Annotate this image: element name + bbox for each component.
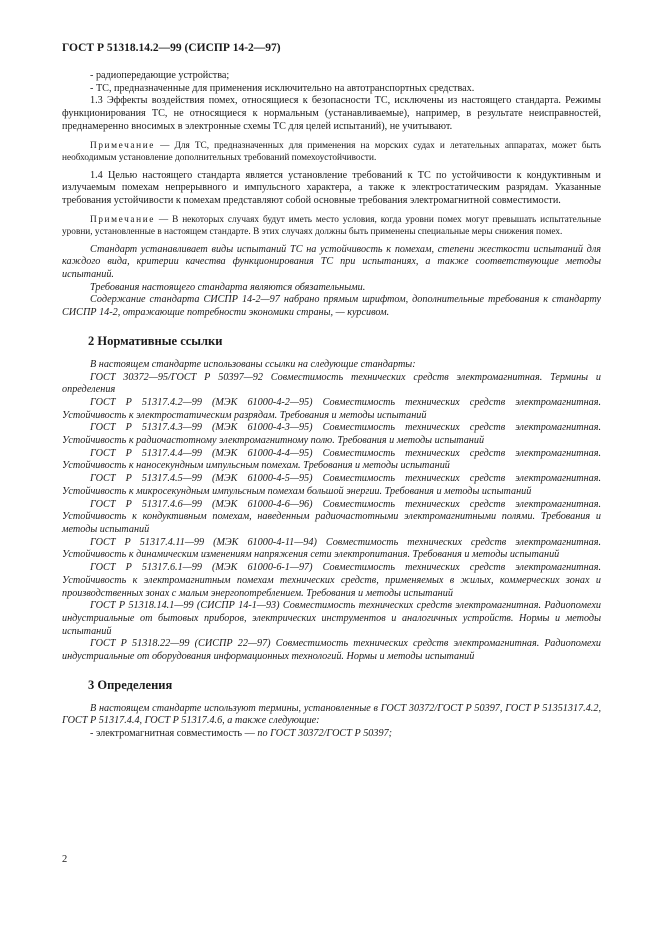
note-2-label: Примечание <box>90 214 155 225</box>
note-1-label: Примечание <box>90 140 155 151</box>
reference-item: ГОСТ 30372—95/ГОСТ Р 50397—92 Совместимость технических средств электромагнитная. Термины и определения <box>62 371 601 396</box>
reference-item: ГОСТ Р 51317.4.11—99 (МЭК 61000-4-11—94) Совместимость технических средств электромагнитная. Устойчивость к динамическим изменениям напряжения сети электропитания. Требования и методы испытаний <box>62 536 601 561</box>
reference-item: ГОСТ Р 51317.4.5—99 (МЭК 61000-4-5—95) Совместимость технических средств электромагнитная. Устойчивость к микросекундным импульсным помехам большой энергии. Требования и методы испытаний <box>62 473 601 497</box>
section-3-title: 3 Определения <box>88 677 173 692</box>
clause-1-4: 1.4 Целью настоящего стандарта является установление требований к ТС по устойчивости к кондуктивным и излучаемым помехам непрерывного и импульсного характера, а также к электростатическим разрядам. Указанные требования устойчивости к помехам представляют собой основные требования электромагнитной совместимости. <box>62 169 601 206</box>
reference-item: В настоящем стандарте использованы ссылки на следующие стандарты: <box>90 358 416 370</box>
scope-italic-3: Содержание стандарта СИСПР 14-2—97 набрано прямым шрифтом, дополнительные требования к стандарту СИСПР 14-2, отражающие потребности экономики страны, — курсивом. <box>62 294 601 319</box>
reference-item: ГОСТ Р 51317.6.1—99 (МЭК 61000-6-1—97) Совместимость технических средств электромагнитная. Устойчивость к электромагнитным помехам технических средств, применяемых в жилых, коммерческих зонах и производственных зонах с малым энергопотреблением. Требования и методы испытаний <box>62 562 601 599</box>
clause-1-3: 1.3 Эффекты воздействия помех, относящиеся к безопасности ТС, исключены из настоящего стандарта. Режимы функционирования ТС, не относящиеся к нормальным (устанавливаемые), например, в результате неисправностей, преднамеренно вносимых в электронные схемы ТС для целей испытаний), не учитывают. <box>62 95 601 132</box>
definition-term-name: - электромагнитная совместимость — <box>90 728 258 740</box>
note-2 <box>62 214 601 238</box>
definition-term <box>62 728 601 741</box>
note-1 <box>62 140 601 164</box>
reference-item: ГОСТ Р 51317.4.4—99 (МЭК 61000-4-4—95) Совместимость технических средств электромагнитная. Устойчивость к наносекундным импульсным помехам. Требования и методы испытаний <box>62 447 601 472</box>
intro-item-2: - ТС, предназначенные для применения исключительно на автотранспортных средствах. <box>90 82 475 94</box>
reference-item: ГОСТ Р 51317.4.3—99 (МЭК 61000-4-3—95) Совместимость технических средств электромагнитная. Устойчивость к радиочастотному электромагнитному полю. Требования и методы испытаний <box>62 422 601 447</box>
document-header: ГОСТ Р 51318.14.2—99 (СИСПР 14-2—97) <box>62 42 281 54</box>
page-number: 2 <box>62 854 68 865</box>
definition-term-ref: по ГОСТ 30372/ГОСТ Р 50397; <box>257 728 393 740</box>
intro-item-1: - радиопередающие устройства; <box>90 70 230 81</box>
note-2-text: — В некоторых случаях будут иметь место условия, когда уровни помех могут превышать испытательные уровни, установленные в настоящем стандарте. В этих случаях должны быть применены специальные меры снижения помех. <box>62 214 601 237</box>
note-1-text: — Для ТС, предназначенных для применения на морских судах и летательных аппаратах, может быть необходимым установление дополнительных требований помехоустойчивости. <box>62 140 601 163</box>
reference-item: ГОСТ Р 51317.4.6—99 (МЭК 61000-4-6—96) Совместимость технических средств электромагнитная. Устойчивость к кондуктивным помехам, наведенным радиочастотными электромагнитными полями. Требования и методы испытаний <box>62 498 601 535</box>
reference-item: ГОСТ Р 51317.4.2—99 (МЭК 61000-4-2—95) Совместимость технических средств электромагнитная. Устойчивость к электростатическим разрядам. Требования и методы испытаний <box>62 396 601 421</box>
definitions-intro: В настоящем стандарте используют термины, установленные в ГОСТ 30372/ГОСТ Р 50397, ГОСТ Р 51351317.4.2, ГОСТ Р 51317.4.4, ГОСТ Р 51317.4.6, а также следующие: <box>62 702 601 727</box>
scope-italic-1: Стандарт устанавливает виды испытаний ТС на устойчивость к помехам, степени жесткости испытаний для каждого вида, критерии качества функционирования ТС при испытаниях, а также соответствующие методы испытаний. <box>62 243 601 281</box>
reference-item: ГОСТ Р 51318.14.1—99 (СИСПР 14-1—93) Совместимость технических средств электромагнитная. Радиопомехи индустриальные от бытовых приборов, электрических инструментов и аналогичных устройств. Нормы и методы испытаний <box>62 600 601 637</box>
scope-italic-2: Требования настоящего стандарта являются обязательными. <box>90 281 366 293</box>
section-2-title: 2 Нормативные ссылки <box>88 333 223 348</box>
reference-item: ГОСТ Р 51318.22—99 (СИСПР 22—97) Совместимость технических средств электромагнитная. Радиопомехи индустриальные от оборудования информационных технологий. Нормы и методы испытаний <box>62 638 601 663</box>
